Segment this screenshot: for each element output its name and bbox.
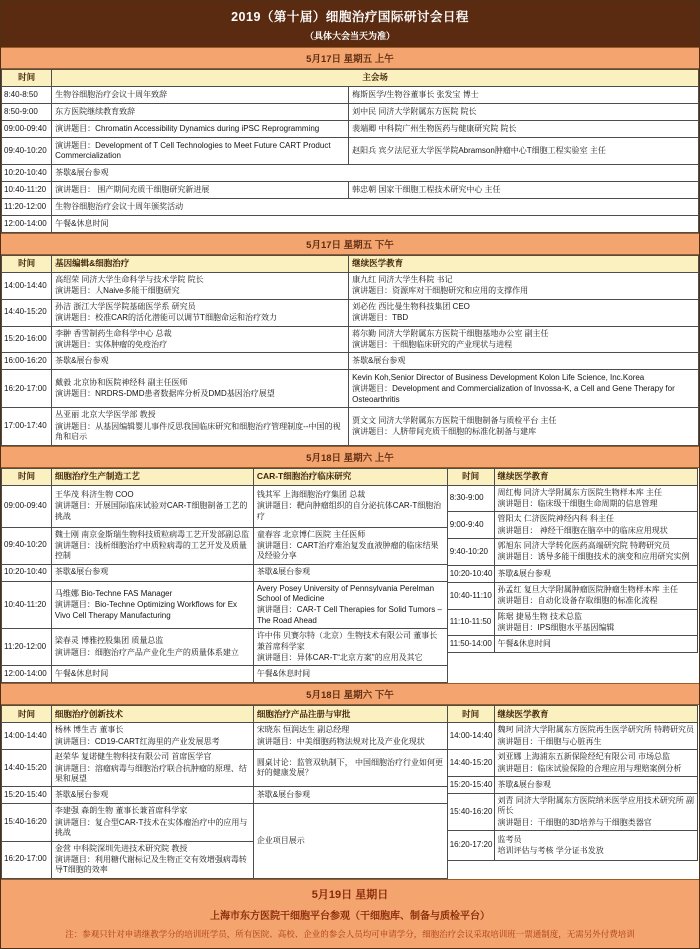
session-line: 培训评估与考核 学分证书发放 bbox=[497, 846, 604, 856]
session-line: 圆桌讨论：监管双轨制下， 中国细胞治疗行业如何更好的健康发展？ bbox=[256, 757, 444, 778]
time-cell: 12:00-14:00 bbox=[2, 666, 52, 683]
session-line: 监考员 bbox=[497, 834, 522, 844]
session-line: 演讲题目：临床试验保险的合理应用与理赔案例分析 bbox=[497, 763, 682, 773]
session-cell bbox=[51, 485, 253, 527]
table-row bbox=[2, 216, 699, 233]
session-line: 演讲题目：干细胞与心脏再生 bbox=[497, 736, 602, 746]
session-line: 演讲题目：从基因编辑婴儿事件反思我国临床研究和细胞治疗管理制度--中国的视角和启示 bbox=[55, 421, 341, 442]
session-line: 杨林 博生吉 董事长 bbox=[54, 725, 124, 735]
session-line: 演讲题目：利用糖代谢标记及生物正交有效增强病毒转导T细胞的效率 bbox=[54, 854, 247, 875]
table-row bbox=[447, 539, 697, 566]
footer-note bbox=[1, 879, 699, 948]
session-line: 演讲题目：干细胞的3D培养与干细胞类器官 bbox=[497, 817, 652, 827]
session-line: Avery Posey University of Pennsylvania Perelman School of Medicine bbox=[256, 583, 435, 604]
time-cell: 16:20-17:20 bbox=[447, 831, 494, 861]
session-line: 陈琚 捷易生物 技术总监 bbox=[497, 611, 582, 621]
column-header: 继续医学教育 bbox=[494, 706, 697, 723]
table-row bbox=[447, 750, 697, 777]
time-cell: 11:50-14:00 bbox=[447, 636, 494, 653]
column-header: 继续医学教育 bbox=[494, 468, 697, 485]
session-line: 赵阳兵 宾夕法尼亚大学医学院Abramson肿瘤中心T细胞工程实验室 主任 bbox=[352, 145, 606, 155]
table-row bbox=[447, 582, 697, 609]
table-row bbox=[2, 666, 448, 683]
time-cell: 14:00-14:40 bbox=[2, 723, 52, 750]
session-cell bbox=[349, 326, 699, 353]
session-line: 演讲题目：自动化设备存取细胞的标准化流程 bbox=[497, 596, 658, 606]
time-cell: 14:00-14:40 bbox=[2, 273, 52, 300]
session-cell bbox=[494, 582, 697, 609]
session-cell bbox=[494, 831, 697, 861]
schedule-table bbox=[447, 468, 698, 654]
session-line: 演讲题目：异体CAR-T“北京方案”的应用及其它 bbox=[256, 653, 423, 663]
table-row bbox=[2, 750, 448, 787]
session-line: 午餐&休息时间 bbox=[256, 669, 311, 679]
session-line: 午餐&休息时间 bbox=[54, 669, 109, 679]
session-cell bbox=[51, 787, 253, 804]
date-section-bar: 5月17日 星期五 上午 bbox=[1, 47, 699, 69]
time-cell: 09:00-09:40 bbox=[2, 485, 52, 527]
session-line: 演讲题目：CAR-T Cell Therapies for Solid Tumors – The Road Ahead bbox=[256, 605, 442, 625]
header-row bbox=[447, 468, 697, 485]
time-cell: 15:40-16:20 bbox=[2, 804, 52, 841]
time-cell: 8:40-8:50 bbox=[2, 87, 52, 104]
session-line: 茶歇&展台参观 bbox=[55, 167, 109, 177]
header-row bbox=[2, 468, 448, 485]
session-line: 演讲题目：实体肿瘤的免疫治疗 bbox=[55, 339, 168, 349]
session-line: 演讲题目：溶瘤病毒与细胞治疗联合抗肿瘤的原理、结果和展望 bbox=[54, 763, 247, 783]
session-line: 茶歇&展台参观 bbox=[497, 779, 551, 789]
session-cell bbox=[253, 750, 447, 787]
session-cell bbox=[51, 629, 253, 666]
table-row bbox=[2, 199, 699, 216]
session-line: 演讲题目：临床级干细胞生命周期的信息管理 bbox=[497, 498, 658, 508]
time-cell: 10:40-11:20 bbox=[2, 581, 52, 629]
session-cell bbox=[52, 182, 349, 199]
session-cell bbox=[494, 565, 697, 582]
header-row bbox=[2, 70, 699, 87]
time-cell: 15:20-16:00 bbox=[2, 326, 52, 353]
table-row bbox=[2, 121, 699, 138]
session-cell bbox=[494, 723, 697, 750]
session-line: 茶歇&展台参观 bbox=[256, 567, 311, 577]
session-line: 演讲题目：IPS细胞水平基因编辑 bbox=[497, 623, 615, 633]
session-line: 丛亚丽 北京大学医学部 教授 bbox=[55, 410, 156, 420]
session-line: 生物谷细胞治疗会议十周年颁奖活动 bbox=[55, 201, 184, 211]
page-title: 2019（第十届）细胞治疗国际研讨会日程 bbox=[231, 10, 469, 24]
session-cell bbox=[494, 793, 697, 830]
table-row bbox=[2, 138, 699, 165]
session-line: 许中伟 贝赛尔特（北京）生物技术有限公司 董事长兼首席科学家 bbox=[256, 631, 438, 651]
session-cell bbox=[51, 564, 253, 581]
time-cell: 16:20-17:00 bbox=[2, 841, 52, 878]
time-cell: 16:00-16:20 bbox=[2, 353, 52, 370]
time-cell: 10:40-11:10 bbox=[447, 582, 494, 609]
session-line: 李翀 香雪制药生命科学中心 总裁 bbox=[55, 328, 172, 338]
table-row bbox=[2, 804, 448, 841]
session-cell bbox=[52, 165, 699, 182]
session-line: 魏士刚 南京金斯瑞生物科技质粒病毒工艺开发部副总监 bbox=[54, 529, 250, 539]
table-row bbox=[447, 723, 697, 750]
session-cell bbox=[51, 666, 253, 683]
session-line: 演讲题目：复合型CAR-T技术在实体瘤治疗中的应用与挑战 bbox=[54, 817, 248, 838]
column-header: 时间 bbox=[2, 256, 52, 273]
session-cell bbox=[349, 182, 699, 199]
session-line: 钱其军 上海细胞治疗集团 总裁 bbox=[256, 489, 366, 499]
session-line: 刘中民 同济大学附属东方医院 院长 bbox=[352, 106, 477, 116]
table-row bbox=[2, 182, 699, 199]
session-cell bbox=[349, 408, 699, 445]
session-cell bbox=[52, 353, 349, 370]
session-line: 魏珂 同济大学附属东方医院再生医学研究所 特聘研究员 bbox=[497, 725, 694, 735]
table-row bbox=[447, 636, 697, 653]
session-line: 王华茂 科济生物 COO bbox=[54, 489, 134, 499]
session-line: 演讲题目：CART治疗难治复发血液肿瘤的临床结果及经验分享 bbox=[256, 540, 439, 561]
session-line: 孙孟红 复旦大学附属肿瘤医院肿瘤生物样本库 主任 bbox=[497, 584, 678, 594]
time-cell: 15:20-15:40 bbox=[447, 776, 494, 793]
time-cell: 10:20-10:40 bbox=[2, 165, 52, 182]
session-line: 茶歇&展台参观 bbox=[55, 356, 109, 366]
column-header: 细胞治疗生产制造工艺 bbox=[51, 468, 253, 485]
table-row bbox=[2, 299, 699, 326]
session-cell bbox=[52, 408, 349, 445]
session-line: 梁春灵 博雅控股集团 质量总监 bbox=[54, 636, 164, 646]
time-cell: 10:20-10:40 bbox=[2, 564, 52, 581]
session-line: 演讲题目：Bio-Techne Optimizing Workflows for Ex Vivo Cell Therapy Manufacturing bbox=[54, 600, 238, 620]
footer-remark: 注：参观只针对申请继教学分的培训班学员，所有医院、高校、企业的参会人员均可申请学分，细胞治疗会议采取培训班一票通制度，无需另外付费培训 bbox=[65, 928, 635, 939]
table-row bbox=[2, 353, 699, 370]
session-cell bbox=[349, 299, 699, 326]
session-line: 演讲题目：NRDRS-DMD患者数据库分析及DMD基因治疗展望 bbox=[55, 389, 275, 399]
table-row bbox=[2, 564, 448, 581]
table-row bbox=[2, 273, 699, 300]
session-cell bbox=[349, 87, 699, 104]
session-cell bbox=[52, 326, 349, 353]
footer-visit: 上海市东方医院干细胞平台参观（干细胞库、制备与质检平台） bbox=[210, 910, 490, 922]
session-line: 戴毅 北京协和医院神经科 副主任医师 bbox=[55, 377, 188, 387]
page-subtitle: （具体大会当天为准） bbox=[304, 31, 395, 41]
table-row bbox=[2, 485, 448, 527]
session-cell bbox=[51, 527, 253, 564]
session-line: 贾文文 同济大学附属东方医院干细胞制备与质检平台 主任 bbox=[352, 415, 557, 425]
session-line: 金营 中科院深圳先进技术研究院 教授 bbox=[54, 843, 188, 853]
column-header: 时间 bbox=[2, 468, 52, 485]
session-cell bbox=[52, 216, 699, 233]
session-cell bbox=[253, 723, 447, 750]
session-line: 周红梅 同济大学附属东方医院生物样本库 主任 bbox=[497, 487, 662, 497]
session-line: 康九红 同济大学生科院 书记 bbox=[352, 275, 453, 284]
session-line: 童春容 北京博仁医院 主任医师 bbox=[256, 529, 366, 539]
table-row bbox=[447, 485, 697, 512]
session-line: 刘必佐 西比曼生物科技集团 CEO bbox=[352, 301, 470, 311]
column-header: 细胞治疗产品注册与审批 bbox=[253, 706, 447, 723]
session-line: 茶歇&展台参观 bbox=[54, 790, 109, 800]
date-section-bar: 5月18日 星期六 下午 bbox=[1, 683, 699, 705]
session-cell bbox=[494, 485, 697, 512]
session-line: 演讲题目：细胞治疗产品产业化生产的质量体系建立 bbox=[54, 647, 239, 657]
session-line: 高绍荣 同济大学生命科学与技术学院 院长 bbox=[55, 275, 204, 284]
session-cell bbox=[52, 87, 349, 104]
session-cell bbox=[51, 804, 253, 841]
schedule-table bbox=[1, 468, 448, 684]
session-line: 演讲题目：靶向肿瘤组织的自分泌抗体CAR-T细胞治疗 bbox=[256, 501, 442, 521]
session-line: 演讲题目：中美细胞药物法规对比及产业化现状 bbox=[256, 736, 425, 746]
session-line: 李建强 森朗生物 董事长兼首席科学家 bbox=[54, 806, 188, 816]
tables-row bbox=[1, 255, 699, 446]
column-header: 基因编辑&细胞治疗 bbox=[52, 256, 349, 273]
session-cell bbox=[494, 539, 697, 566]
session-line: 演讲题目： 神经干细胞在脑卒中的临床应用现状 bbox=[497, 525, 668, 535]
tables-row bbox=[1, 69, 699, 233]
session-line: 演讲题目：资源库对干细胞研究和应用的支撑作用 bbox=[352, 286, 529, 296]
time-cell: 11:10-11:50 bbox=[447, 609, 494, 636]
header-row bbox=[2, 256, 699, 273]
column-header: 主会场 bbox=[52, 70, 699, 87]
session-line: 马维娜 Bio-Techne FAS Manager bbox=[54, 588, 173, 598]
session-cell bbox=[253, 666, 447, 683]
table-row bbox=[2, 408, 699, 445]
column-header: 细胞治疗创新技术 bbox=[51, 706, 253, 723]
session-line: 演讲题目：Chromatin Accessibility Dynamics during iPSC Reprogramming bbox=[55, 123, 320, 133]
column-header: 时间 bbox=[2, 706, 52, 723]
session-cell bbox=[349, 370, 699, 408]
session-line: 午餐&休息时间 bbox=[55, 218, 109, 228]
session-line: 赵荣华 复诺健生物科技有限公司 首席医学官 bbox=[54, 752, 212, 762]
time-cell: 17:00-17:40 bbox=[2, 408, 52, 445]
time-cell: 11:20-12:00 bbox=[2, 629, 52, 666]
table-row bbox=[2, 581, 448, 629]
session-cell bbox=[349, 104, 699, 121]
session-cell bbox=[253, 527, 447, 564]
session-cell bbox=[253, 804, 447, 878]
session-line: 宋晓东 恒润达生 副总经理 bbox=[256, 725, 350, 735]
table-row bbox=[447, 512, 697, 539]
time-cell: 9:00-9:40 bbox=[447, 512, 494, 539]
table-row bbox=[2, 629, 448, 666]
session-cell bbox=[52, 273, 349, 300]
schedule-table bbox=[447, 705, 698, 861]
session-cell bbox=[494, 636, 697, 653]
session-line: 韩忠朝 国家干细胞工程技术研究中心 主任 bbox=[352, 184, 501, 194]
session-line: 企业项目展示 bbox=[256, 835, 305, 845]
title-bar bbox=[1, 1, 699, 47]
time-cell: 12:00-14:00 bbox=[2, 216, 52, 233]
time-cell: 09:40-10:20 bbox=[2, 138, 52, 165]
time-cell: 14:40-15:20 bbox=[2, 750, 52, 787]
session-cell bbox=[253, 485, 447, 527]
session-line: 裴端卿 中科院广州生物医药与健康研究院 院长 bbox=[352, 123, 517, 133]
session-line: 演讲题目：Development of T Cell Technologies to Meet Future CART Product Commercialization bbox=[55, 140, 331, 160]
session-cell bbox=[494, 609, 697, 636]
table-row bbox=[447, 776, 697, 793]
session-cell bbox=[253, 581, 447, 629]
time-cell: 8:30-9:00 bbox=[447, 485, 494, 512]
session-line: 演讲题目： 围产期间充质干细胞研究新进展 bbox=[55, 184, 210, 194]
session-line: 梅斯医学/生物谷董事长 张发宝 博士 bbox=[352, 89, 479, 99]
header-row bbox=[447, 706, 697, 723]
table-row bbox=[447, 793, 697, 830]
session-cell bbox=[349, 353, 699, 370]
session-line: 演讲题目：人脐带间充质干细胞的标准化制备与建库 bbox=[352, 426, 537, 436]
session-cell bbox=[52, 121, 349, 138]
session-line: 管阳太 仁济医院神经内科 科主任 bbox=[497, 514, 614, 524]
schedule-table bbox=[1, 69, 699, 233]
column-header: 时间 bbox=[447, 706, 494, 723]
session-line: 演讲题目：开展国际临床试验对CAR-T细胞制备工艺的挑战 bbox=[54, 501, 248, 521]
time-cell: 10:40-11:20 bbox=[2, 182, 52, 199]
time-cell: 14:40-15:20 bbox=[447, 750, 494, 777]
session-line: 演讲题目：校准CAR的活化潜能可以调节T细胞命运和治疗效力 bbox=[55, 313, 277, 323]
sections bbox=[1, 47, 699, 879]
session-cell bbox=[51, 581, 253, 629]
session-cell bbox=[494, 750, 697, 777]
session-cell bbox=[51, 750, 253, 787]
session-line: 生物谷细胞治疗会议十周年致辞 bbox=[55, 89, 168, 99]
column-header: 时间 bbox=[447, 468, 494, 485]
time-cell: 16:20-17:00 bbox=[2, 370, 52, 408]
session-line: 演讲题目：人Naive多能干细胞研究 bbox=[55, 286, 180, 296]
session-cell bbox=[349, 121, 699, 138]
session-cell bbox=[52, 370, 349, 408]
time-cell: 9:40-10:20 bbox=[447, 539, 494, 566]
session-line: 午餐&休息时间 bbox=[497, 639, 551, 649]
schedule-table bbox=[1, 705, 448, 878]
column-header: CAR-T细胞治疗临床研究 bbox=[253, 468, 447, 485]
session-cell bbox=[253, 564, 447, 581]
table-row bbox=[2, 87, 699, 104]
table-row bbox=[2, 104, 699, 121]
session-line: 演讲题目：浅析细胞治疗中质粒病毒的工艺开发及质量控制 bbox=[54, 540, 247, 561]
session-line: 蒋尔勤 同济大学附属东方医院干细胞基地办公室 副主任 bbox=[352, 328, 549, 338]
session-line: 演讲题目：干细胞临床研究的产业现状与进程 bbox=[352, 339, 513, 349]
table-row bbox=[2, 527, 448, 564]
tables-row bbox=[1, 705, 699, 878]
session-cell bbox=[52, 104, 349, 121]
session-cell bbox=[52, 138, 349, 165]
table-row bbox=[2, 326, 699, 353]
time-cell: 14:00-14:40 bbox=[447, 723, 494, 750]
table-row bbox=[2, 165, 699, 182]
session-cell bbox=[52, 199, 699, 216]
time-cell: 10:20-10:40 bbox=[447, 565, 494, 582]
time-cell: 09:40-10:20 bbox=[2, 527, 52, 564]
session-line: 演讲题目：诱导多能干细胞技术的演变和应用研究实例 bbox=[497, 552, 690, 562]
session-line: Kevin Koh,Senior Director of Business Development Kolon Life Science, Inc.Korea bbox=[352, 372, 645, 382]
time-cell: 09:00-09:40 bbox=[2, 121, 52, 138]
time-cell: 15:20-15:40 bbox=[2, 787, 52, 804]
session-line: 茶歇&展台参观 bbox=[352, 356, 406, 366]
table-row bbox=[2, 787, 448, 804]
session-line: 演讲题目：Development and Commercialization of Invossa-K, a Cell and Gene Therapy for Osteoarthritis bbox=[352, 384, 675, 404]
session-cell bbox=[52, 299, 349, 326]
column-header: 时间 bbox=[2, 70, 52, 87]
table-row bbox=[447, 565, 697, 582]
session-cell bbox=[51, 841, 253, 878]
session-line: 演讲题目：TBD bbox=[352, 313, 409, 323]
session-cell bbox=[51, 723, 253, 750]
session-cell bbox=[253, 787, 447, 804]
table-row bbox=[2, 370, 699, 408]
session-line: 孙洁 浙江大学医学院基础医学系 研究员 bbox=[55, 301, 196, 311]
session-cell bbox=[349, 138, 699, 165]
time-cell: 11:20-12:00 bbox=[2, 199, 52, 216]
date-section-bar: 5月17日 星期五 下午 bbox=[1, 233, 699, 255]
session-line: 刘亚娜 上海浦东五新保险经纪有限公司 市场总监 bbox=[497, 752, 670, 762]
session-cell bbox=[349, 273, 699, 300]
session-cell bbox=[494, 776, 697, 793]
session-cell bbox=[494, 512, 697, 539]
time-cell: 15:40-16:20 bbox=[447, 793, 494, 830]
session-line: 演讲题目：CD19-CART红海里的产业发展思考 bbox=[54, 736, 220, 746]
date-section-bar: 5月18日 星期六 上午 bbox=[1, 446, 699, 468]
column-header: 继续医学教育 bbox=[349, 256, 699, 273]
session-line: 东方医院继续教育致辞 bbox=[55, 106, 136, 116]
tables-row bbox=[1, 468, 699, 684]
time-cell: 14:40-15:20 bbox=[2, 299, 52, 326]
session-line: 刘青 同济大学附属东方医院纳米医学应用技术研究所 副所长 bbox=[497, 795, 694, 816]
time-cell: 8:50-9:00 bbox=[2, 104, 52, 121]
schedule-table bbox=[1, 255, 699, 446]
session-line: 茶歇&展台参观 bbox=[256, 790, 311, 800]
table-row bbox=[447, 831, 697, 861]
session-cell bbox=[253, 629, 447, 666]
session-line: 茶歇&展台参观 bbox=[497, 568, 551, 578]
session-line: 茶歇&展台参观 bbox=[54, 567, 109, 577]
table-row bbox=[2, 723, 448, 750]
header-row bbox=[2, 706, 448, 723]
session-line: 郭旭东 同济大学转化医药高端研究院 特聘研究员 bbox=[497, 541, 670, 551]
table-row bbox=[447, 609, 697, 636]
footer-date: 5月19日 星期日 bbox=[311, 888, 389, 901]
